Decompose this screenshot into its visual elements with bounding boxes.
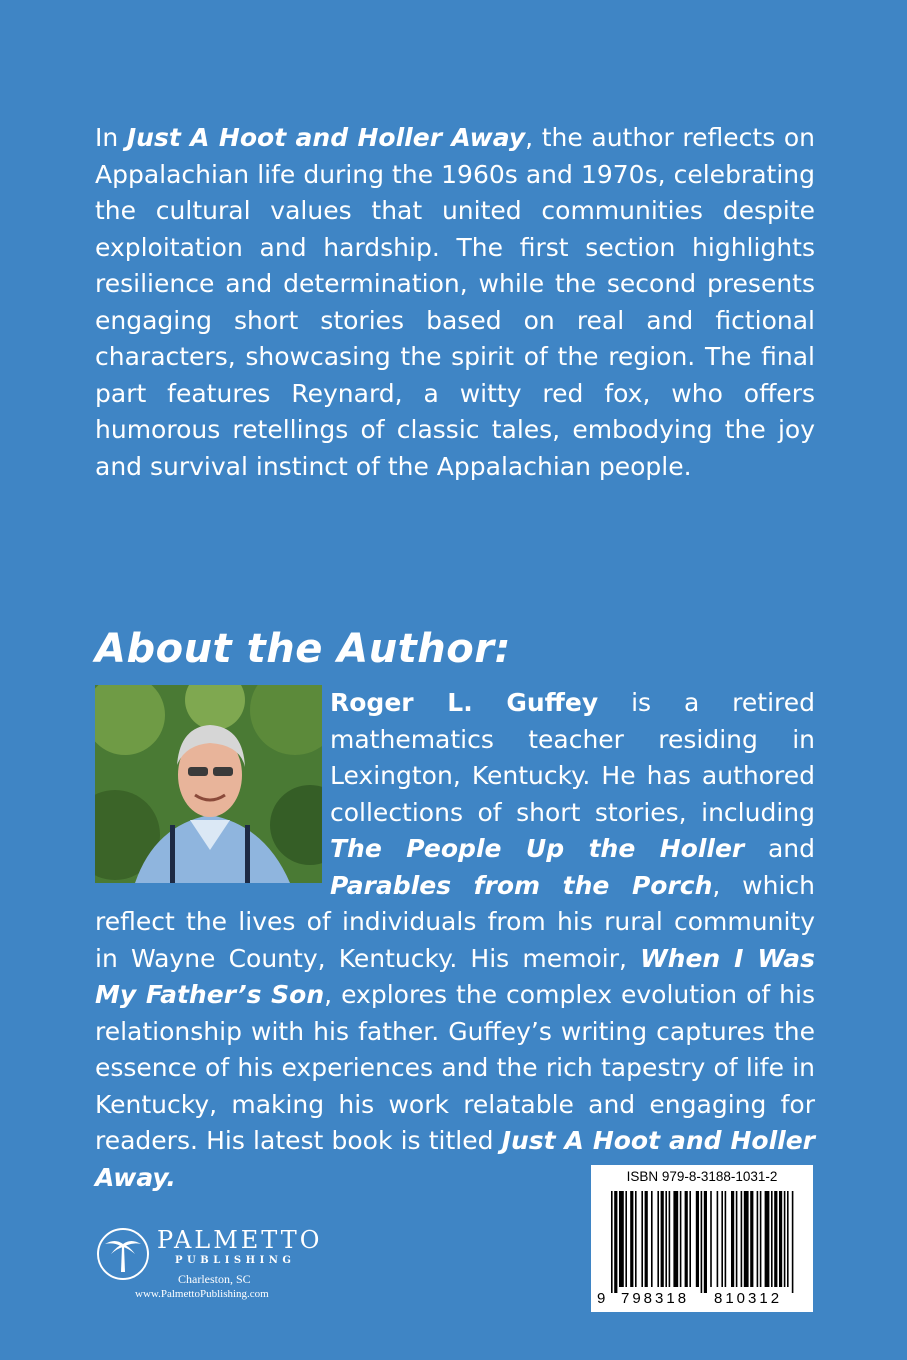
about-author-heading: About the Author: [95, 626, 511, 672]
bio-text-1: is a retired mathematics teacher residing in Lexington, Kentucky. He has authored collections of short stories, including [330, 688, 815, 827]
barcode-bar [779, 1191, 782, 1287]
blurb-intro: In [95, 123, 127, 152]
book-description [95, 120, 815, 485]
publisher-logo [95, 1222, 360, 1312]
barcode-bars [591, 1189, 813, 1293]
barcode-bar [792, 1191, 794, 1293]
barcode-bar [757, 1191, 759, 1287]
barcode-bar [760, 1191, 762, 1287]
author-bio [95, 685, 815, 1196]
barcode-bar [645, 1191, 648, 1287]
barcode-bar [689, 1191, 691, 1287]
blurb-book-title: Just A Hoot and Holler Away [126, 123, 526, 152]
barcode-right-digits: 810312 [714, 1290, 783, 1307]
barcode-bar [787, 1191, 789, 1287]
barcode-bar [673, 1191, 678, 1287]
barcode-bar [771, 1191, 773, 1287]
barcode-bar [744, 1191, 749, 1287]
barcode-bar [710, 1191, 712, 1287]
bio-text-2: and [744, 834, 815, 863]
barcode-bar [784, 1191, 786, 1287]
barcode-bar [725, 1191, 727, 1287]
barcode-left-digits: 798318 [621, 1290, 690, 1307]
barcode-bar [665, 1191, 667, 1287]
barcode-bar [635, 1191, 637, 1287]
barcode-bar [680, 1191, 682, 1287]
barcode-lead-digit: 9 [597, 1290, 606, 1307]
isbn-label: ISBN 979-8-3188-1031-2 [626, 1169, 778, 1184]
barcode-bar [669, 1191, 671, 1287]
barcode-bar [641, 1191, 643, 1287]
book-title-2: Parables from the Porch [330, 870, 713, 900]
book-title-3: When I Was My Father’s Son [95, 943, 815, 1009]
barcode-bar [717, 1191, 719, 1287]
barcode-bar [657, 1191, 659, 1287]
bio-text-3: , which reflect the lives of individuals from his rural community in Wayne County, Kentucky. His memoir, [95, 870, 815, 973]
barcode-bar [619, 1191, 624, 1287]
barcode-bar [651, 1191, 653, 1287]
barcode-bar [774, 1191, 777, 1287]
barcode-bar [625, 1191, 627, 1287]
book-title-1: The People Up the Holler [330, 834, 745, 863]
publisher-name: PALMETTO [157, 1226, 323, 1254]
isbn-barcode [591, 1165, 813, 1312]
barcode-bar [736, 1191, 738, 1287]
barcode-bar [630, 1191, 633, 1287]
bio-text-4: , explores the complex evolution of his relationship with his father. Guffey’s writing captures the essence of his experiences and the rich tapestry of life in Kentucky, making his work relatable and engaging for readers. His latest book is titled [95, 980, 815, 1155]
barcode-bar [661, 1191, 664, 1287]
barcode-bar [765, 1191, 770, 1287]
barcode-bar [701, 1191, 703, 1293]
blurb-body: , the author reflects on Appalachian life during the 1960s and 1970s, celebrating the cultural values that united communities despite exploitation and hardship. The first section highlights resilience and determination, while the second presents engaging short stories based on real and fictional characters, showcasing the spirit of the region. The final part features Reynard, a witty red fox, who offers humorous retellings of classic tales, embodying the joy and survival instinct of the Appalachian people. [95, 123, 815, 481]
book-title-4: Just A Hoot and Holler Away. [95, 1126, 816, 1192]
barcode-bar [611, 1191, 613, 1293]
barcode-bar [696, 1191, 699, 1287]
author-name: Roger L. Guffey [330, 688, 599, 717]
barcode-bar [741, 1191, 743, 1287]
publisher-subtitle: PUBLISHING [175, 1255, 296, 1266]
palm-tree-icon [95, 1226, 151, 1282]
barcode-bar [721, 1191, 723, 1287]
publisher-website: www.PalmettoPublishing.com [135, 1288, 269, 1300]
barcode-bar [614, 1191, 617, 1293]
publisher-city: Charleston, SC [178, 1272, 251, 1286]
barcode-bar [750, 1191, 753, 1287]
barcode-bar [731, 1191, 734, 1287]
barcode-bar [685, 1191, 688, 1287]
barcode-bar [704, 1191, 707, 1293]
